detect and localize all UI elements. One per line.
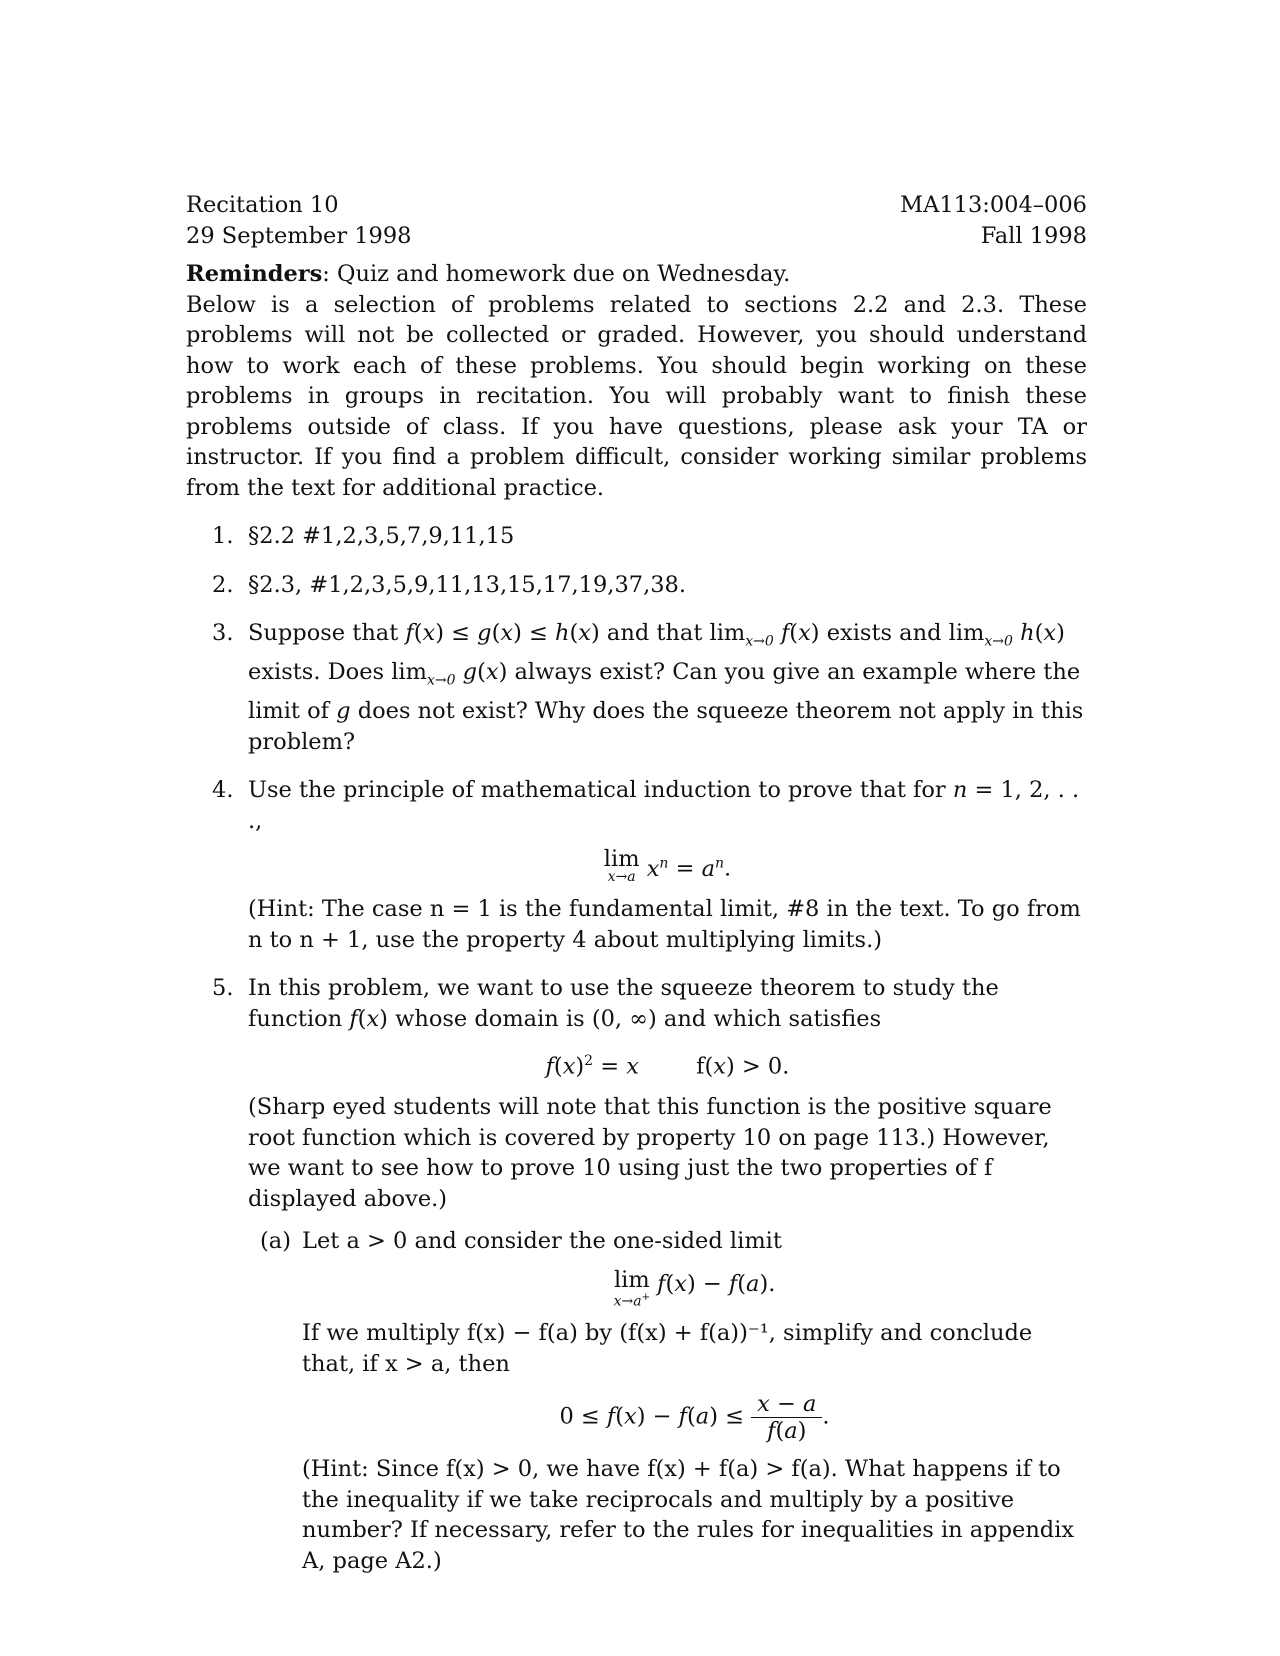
subproblem-label: (a)	[260, 1228, 291, 1254]
problem-text: §2.2 #1,2,3,5,7,9,11,15	[248, 523, 515, 549]
problem-5	[186, 973, 1087, 1576]
problem-text: Use the principle of mathematical induction to prove that for n = 1, 2, . . .,	[248, 777, 1080, 834]
problem-text: §2.3, #1,2,3,5,9,11,13,15,17,19,37,38.	[248, 571, 687, 598]
problem-number: 4.	[212, 777, 234, 803]
reminders-label: Reminders	[186, 261, 323, 287]
problem-number: 2.	[212, 571, 234, 598]
subproblem-text: Let a > 0 and consider the one-sided limit	[302, 1228, 782, 1254]
problem-text: Suppose that f(x) ≤ g(x) ≤ h(x) and that $\lim_{x\to 0} f(x)$ exists and $\lim_{x\to 0} h(x)$ exists. Does $\lim_{x\to 0} g(x)$ always exist? Can you give an example where the limit of g does not exist? Why does the squeeze theorem not apply in this problem?	[248, 620, 1084, 755]
problem-4	[186, 775, 1087, 955]
squeeze-inequality: 0 ≤ f(x) − f(a) ≤ $\frac{x - a}{f(a)}$ .	[559, 1391, 830, 1445]
problem-number: 1.	[212, 523, 234, 549]
problem-text: In this problem, we want to use the squeeze theorem to study the function f(x) whose domain is (0, ∞) and which satisfies	[248, 975, 999, 1032]
problem-number: 5.	[212, 975, 234, 1001]
header-right	[900, 190, 1087, 251]
problem-3	[186, 618, 1087, 757]
reminders-text: : Quiz and homework due on Wednesday.	[322, 261, 791, 287]
reminders	[186, 259, 1087, 290]
document-page	[186, 190, 1087, 1594]
recitation-date: 29 September 1998	[186, 222, 412, 249]
limit-equation: lim x→a $x^n = a^n$.	[603, 846, 732, 885]
problem-note: (Sharp eyed students will note that this function is the positive square root function which is covered by property 10 on page 113.) However, we want to see how to prove 10 using just the two properties of f displayed above.)	[248, 1094, 1052, 1212]
intro-paragraph: Below is a selection of problems related to sections 2.2 and 2.3. These problems will not be collected or graded. However, you should understand how to work each of these problems. You should begin working on these problems in groups in recitation. You will probably want to finish these problems outside of class. If you have questions, please ask your TA or instructor. If you find a problem difficult, consider working similar problems from the text for additional practice.	[186, 291, 1087, 501]
term: Fall 1998	[980, 222, 1087, 249]
subproblem-a	[248, 1226, 1087, 1576]
subproblem-text-2: If we multiply f(x) − f(a) by (f(x) + f(a))⁻¹, simplify and conclude that, if x > a, then	[302, 1320, 1033, 1377]
recitation-title: Recitation 10	[186, 192, 339, 218]
header-left	[186, 190, 412, 251]
problem-hint: (Hint: The case n = 1 is the fundamental limit, #8 in the text. To go from n to n + 1, use the property 4 about multiplying limits.)	[248, 896, 1081, 953]
subproblem-hint: (Hint: Since f(x) > 0, we have f(x) + f(a) > f(a). What happens if to the inequality if we take reciprocals and multiply by a positive number? If necessary, refer to the rules for inequalities in appendix A, page A2.)	[302, 1456, 1075, 1574]
one-sided-limit: lim x→a+ f(x) − f(a).	[613, 1266, 776, 1310]
header	[186, 190, 1087, 251]
problem-list	[186, 521, 1087, 1576]
problem-number: 3.	[212, 620, 234, 646]
function-equation: $f(x)^2 = x$ f(x) > 0.	[545, 1053, 790, 1080]
problem-2	[186, 570, 1087, 601]
problem-1	[186, 521, 1087, 552]
course-code: MA113:004–006	[900, 192, 1087, 218]
